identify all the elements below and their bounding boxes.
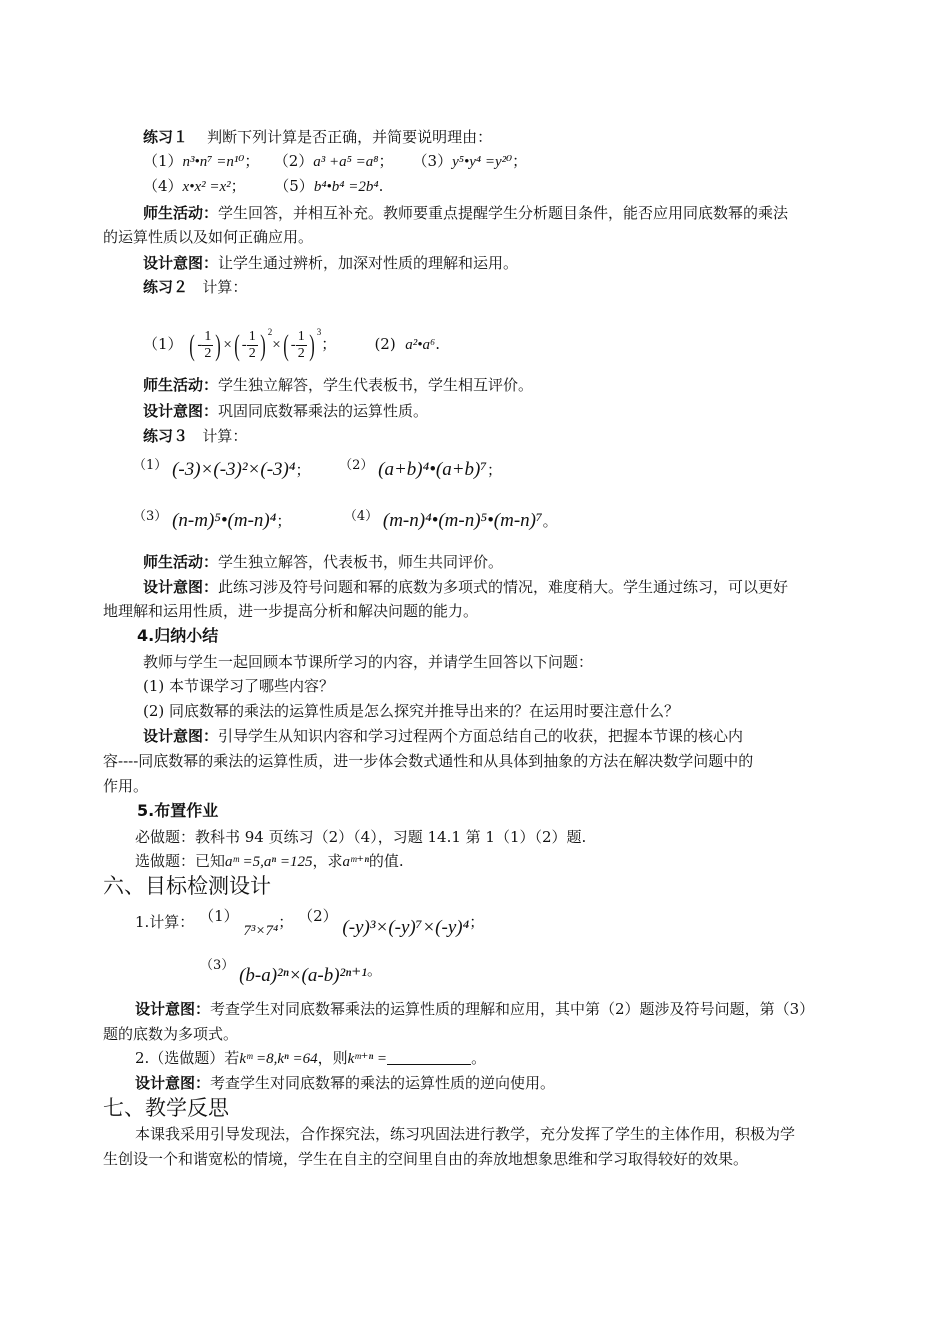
s6-intent-1-text: 考查学生对同底数幂乘法的运算性质的理解和应用，其中第（2）题涉及符号问题，第（3）	[210, 1000, 815, 1018]
s6-q2-prefix: 2.（选做题）若	[135, 1049, 240, 1067]
exercise-2-header	[143, 276, 247, 298]
ex2-item-1-num: （1）	[143, 335, 183, 353]
ex1-item-2-expr: a³ +a⁵ =a⁸	[313, 154, 379, 170]
summary-intent-cont: 容----同底数幂的乘法的运算性质，进一步体会数式通性和从具体到抽象的方法在解决数学问题中的	[103, 752, 754, 770]
exercise-3-intent	[143, 576, 788, 598]
exercise-2-row	[143, 312, 440, 365]
ex3-item-3-expr: (n-m)⁵•(m-n)⁴	[172, 510, 277, 531]
ex1-activity-text: 学生回答，并相互补充。教师要重点提醒学生分析题目条件，能否应用同底数幂的乘法	[218, 204, 789, 222]
homework-optional-suffix: 的值.	[368, 852, 404, 870]
ex3-item-4-num: （4）	[343, 509, 379, 524]
ex2-activity-label: 师生活动：	[143, 376, 219, 394]
summary-intro: 教师与学生一起回顾本节课所学习的内容，并请学生回答以下问题：	[143, 653, 594, 671]
exercise-1-row-1	[143, 150, 527, 173]
exercise-1-row-2	[143, 175, 383, 198]
ex2-item-2-end: .	[435, 335, 440, 353]
exercise-3-instruction: 计算：	[202, 427, 248, 445]
exercise-3-intent-cont: 地理解和运用性质，进一步提高分析和解决问题的能力。	[103, 602, 479, 620]
ex1-item-3-expr: y⁵•y⁴ =y²⁰	[452, 154, 513, 170]
ex3-activity-text: 学生独立解答，代表板书，师生共同评价。	[218, 553, 504, 571]
ex1-item-5-end: .	[378, 177, 384, 195]
exercise-3-header	[143, 425, 247, 447]
ex3-item-1-num: （1）	[133, 458, 168, 473]
homework-optional	[135, 850, 404, 873]
s6-q2-answer-blank[interactable]	[387, 1049, 471, 1065]
ex1-item-5-num: （5）	[274, 177, 314, 195]
summary-intent-text: 引导学生从知识内容和学习过程两个方面总结自己的收获，把握本节课的核心内	[218, 727, 744, 745]
summary-intent-cont-2: 作用。	[103, 777, 149, 795]
summary-heading: 4.归纳小结	[137, 626, 219, 645]
ex3-intent-label: 设计意图：	[143, 578, 219, 596]
s6-q1-prefix: 1.计算：	[135, 913, 195, 931]
summary-intent-label: 设计意图：	[143, 727, 219, 745]
section-6-intent-1	[135, 998, 814, 1020]
exercise-1-activity	[143, 202, 788, 224]
exercise-3-row-1	[133, 452, 502, 484]
s6-q2-expr: kᵐ =8,kⁿ =64	[239, 1051, 318, 1067]
exercise-3-row-2	[133, 503, 558, 535]
summary-question-1: (1) 本节课学习了哪些内容？	[143, 677, 335, 695]
ex1-intent-label: 设计意图：	[143, 254, 219, 272]
ex1-item-3-end: ；	[512, 152, 528, 170]
section-6-intent-1-cont: 题的底数为多项式。	[103, 1025, 239, 1043]
s6-q1-item-3-num: （3）	[200, 958, 235, 973]
ex2-item-1-end: ；	[321, 335, 337, 353]
ex1-item-1-expr: n³•n⁷ =n¹⁰	[182, 154, 245, 170]
homework-heading: 5.布置作业	[137, 801, 219, 820]
homework-optional-mid: ，求	[312, 852, 343, 870]
ex2-item-1-render: ( - $\frac{1}{2}$ ) ×( - $\frac{1}{2}$ ) $^2$×( - $\frac{1}{2}$ ) $^3$	[189, 327, 322, 362]
s6-q2-end: 。	[471, 1049, 487, 1067]
ex1-item-5-expr: b⁴•b⁴ =2b⁴	[313, 179, 379, 195]
ex3-item-3-num: （3）	[133, 509, 168, 524]
s6-q1-item-2-expr: (-y)³×(-y)⁷×(-y)⁴	[342, 917, 470, 938]
exercise-1-title: 练习１	[143, 128, 189, 146]
s6-q1-item-2-num: （2）	[298, 907, 338, 925]
s6-q1-item-3-expr: (b-a)²ⁿ×(a-b)²ⁿ⁺¹	[239, 965, 367, 986]
ex1-item-2-num: （2）	[273, 152, 314, 170]
ex2-item-2-expr: a²•a⁶	[405, 337, 436, 353]
section-6-q1-row-1	[135, 903, 484, 944]
homework-optional-expr: aᵐ =5,aⁿ =125	[225, 854, 313, 870]
section-6-heading: 六、目标检测设计	[103, 874, 271, 898]
s6-intent-2-label: 设计意图：	[135, 1074, 211, 1092]
ex1-item-1-end: ；	[244, 152, 260, 170]
ex3-item-1-expr: (-3)×(-3)²×(-3)⁴	[172, 459, 296, 480]
exercise-2-instruction: 计算：	[202, 278, 248, 296]
exercise-3-activity	[143, 551, 503, 573]
exercise-2-title: 练习２	[143, 278, 189, 296]
ex3-item-2-end: ；	[486, 461, 502, 479]
ex1-item-4-expr: x•x² =x²	[182, 179, 231, 195]
section-7-text-cont: 生创设一个和谐宽松的情境，学生在自主的空间里自由的奔放地想象思维和学习取得较好的效果。	[103, 1150, 749, 1168]
ex3-item-2-expr: (a+b)⁴•(a+b)⁷	[378, 459, 487, 480]
homework-required: 必做题：教科书 94 页练习（2）（4），习题 14.1 第 1（1）（2）题.	[135, 828, 587, 846]
section-6-q2	[135, 1047, 486, 1070]
s6-q1-item-1-end: ；	[278, 913, 294, 931]
summary-question-2: (2) 同底数幂的乘法的运算性质是怎么探究并推导出来的？在运用时要注意什么？	[143, 702, 680, 720]
ex3-item-4-end: 。	[542, 512, 558, 530]
exercise-2-activity	[143, 374, 533, 396]
homework-optional-prefix: 选做题：已知	[135, 852, 226, 870]
exercise-1-activity-cont: 的运算性质以及如何正确应用。	[103, 228, 314, 246]
ex3-item-4-expr: (m-n)⁴•(m-n)⁵•(m-n)⁷	[382, 510, 543, 531]
s6-intent-1-label: 设计意图：	[135, 1000, 211, 1018]
ex3-activity-label: 师生活动：	[143, 553, 219, 571]
ex2-item-2-num: (2)	[374, 335, 396, 353]
ex3-item-3-end: ；	[276, 512, 292, 530]
s6-q2-mid: ，则	[317, 1049, 348, 1067]
s6-q1-item-2-end: ；	[469, 913, 485, 931]
exercise-1-header	[143, 126, 492, 148]
ex1-intent-text: 让学生通过辨析，加深对性质的理解和运用。	[218, 254, 519, 272]
ex1-item-4-end: ；	[230, 177, 246, 195]
section-6-intent-2	[135, 1072, 555, 1094]
exercise-1-instruction: 判断下列计算是否正确，并简要说明理由：	[207, 128, 493, 146]
section-6-q1-row-2	[200, 952, 382, 990]
ex3-intent-text: 此练习涉及符号问题和幂的底数为多项式的情况，难度稍大。学生通过练习，可以更好	[218, 578, 789, 596]
ex1-item-1-num: （1）	[143, 152, 183, 170]
exercise-1-intent	[143, 252, 518, 274]
s6-q1-item-1-num: （1）	[199, 907, 239, 925]
s6-q2-target: kᵐ⁺ⁿ =	[347, 1051, 388, 1067]
ex3-item-1-end: ；	[295, 461, 311, 479]
ex1-item-3-num: （3）	[412, 152, 453, 170]
ex2-intent-label: 设计意图：	[143, 402, 219, 420]
section-7-text: 本课我采用引导发现法，合作探究法，练习巩固法进行教学，充分发挥了学生的主体作用，积极为学	[135, 1125, 796, 1143]
ex2-intent-text: 巩固同底数幂乘法的运算性质。	[218, 402, 429, 420]
homework-optional-target: aᵐ⁺ⁿ	[342, 854, 369, 870]
summary-intent	[143, 725, 743, 747]
ex1-item-2-end: ；	[378, 152, 394, 170]
s6-q1-item-3-end: 。	[366, 961, 382, 979]
section-7-heading: 七、教学反思	[103, 1096, 229, 1120]
ex1-activity-label: 师生活动：	[143, 204, 219, 222]
ex2-activity-text: 学生独立解答，学生代表板书，学生相互评价。	[218, 376, 534, 394]
ex1-item-4-num: （4）	[143, 177, 183, 195]
s6-intent-2-text: 考查学生对同底数幂的乘法的运算性质的逆向使用。	[210, 1074, 556, 1092]
s6-q1-item-1-expr: 7³×7⁴	[243, 923, 279, 939]
exercise-2-intent	[143, 400, 428, 422]
exercise-3-title: 练习３	[143, 427, 189, 445]
ex3-item-2-num: （2）	[339, 458, 374, 473]
